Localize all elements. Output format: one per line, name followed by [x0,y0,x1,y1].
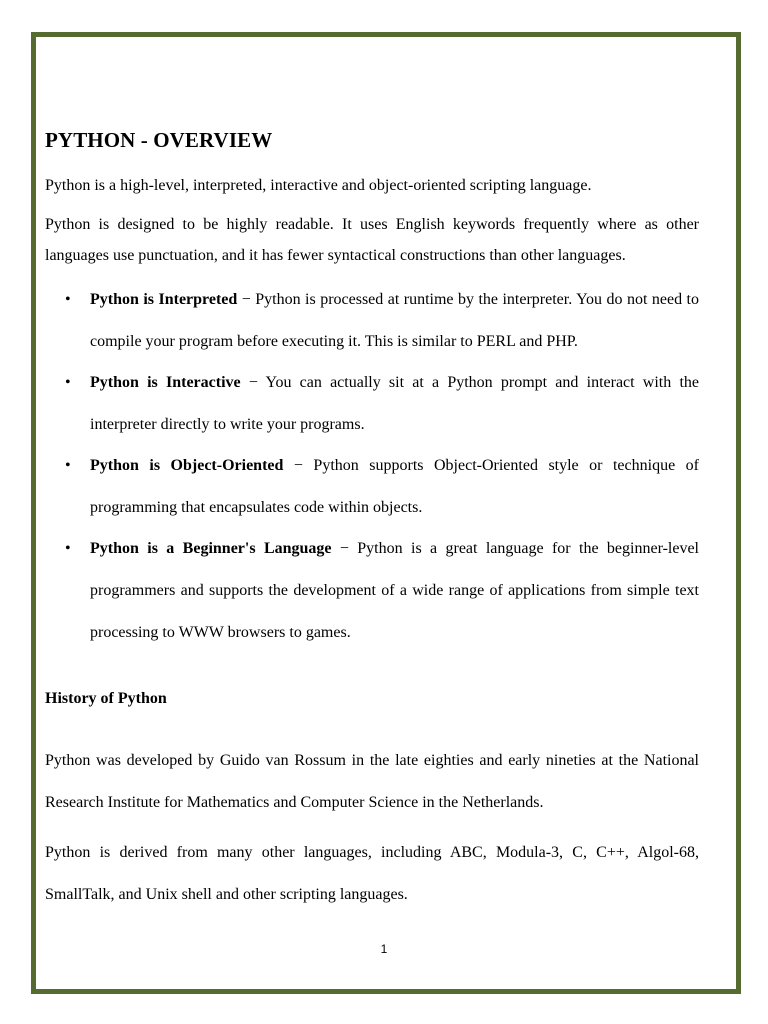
feature-term: Python is a Beginner's Language [90,540,332,557]
page-title: PYTHON - OVERVIEW [45,128,273,152]
feature-term: Python is Object-Oriented [90,457,284,474]
feature-item [65,362,700,446]
bullet-icon: • [65,457,71,474]
feature-description: − Python is a great language for the beginner-level programmers and supports the development of a wide range of applications from simple text processing to WWW browsers to games. [90,540,699,641]
feature-list [45,279,699,654]
feature-item [65,279,699,363]
bullet-icon: • [65,291,71,308]
history-paragraph: Python was developed by Guido van Rossum in the late eighties and early nineties at the National Research Institute for Mathematics and Computer Science in the Netherlands. [45,752,699,811]
feature-description: − Python is processed at runtime by the interpreter. You do not need to compile your program before executing it. This is similar to PERL and PHP. [90,291,699,350]
bullet-icon: • [65,540,71,557]
page-number: 1 [380,942,388,956]
feature-term: Python is Interpreted [90,291,238,308]
intro-paragraph: Python is a high-level, interpreted, interactive and object-oriented scripting language. [45,177,592,194]
feature-description: − Python supports Object-Oriented style or technique of programming that encapsulates code within objects. [90,457,700,516]
feature-item [65,528,699,654]
feature-term: Python is Interactive [90,374,241,391]
feature-item [65,445,700,529]
feature-description: − You can actually sit at a Python prompt and interact with the interpreter directly to write your programs. [90,374,700,433]
intro-paragraph: Python is designed to be highly readable. It uses English keywords frequently where as other languages use punctuation, and it has fewer syntactical constructions than other languages. [45,216,699,264]
document-content [45,124,699,916]
bullet-icon: • [65,374,71,391]
history-heading: History of Python [45,690,167,707]
history-paragraph: Python is derived from many other languages, including ABC, Modula-3, C, C++, Algol-68, SmallTalk, and Unix shell and other scripting languages. [45,844,699,903]
